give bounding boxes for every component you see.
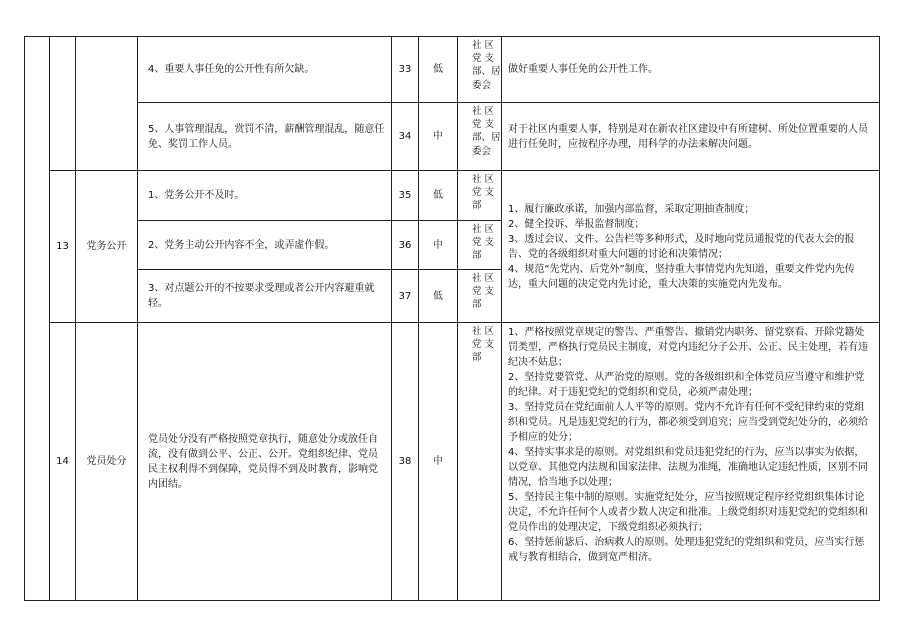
prevention-measure-cell: 1、履行廉政承诺，加强内部监督，采取定期抽查制度； 2、健全投诉、举报监督制度； 3、透过会议、文件、公告栏等多种形式，及时地向党员通报党的代表大会的报告、党的各级组织对重大问题的讨论和决策情况； 4、规范“先党内、后党外”制度，坚持重大事情党内先知道，重要文件党内先传达，重大问题的决定党内先讨论，重大决策的实施党内先发布。 — [502, 171, 880, 323]
item-number-cell: 14 — [50, 323, 76, 601]
risk-point-cell: 2、党务主动公开内容不全，或弄虚作假。 — [138, 221, 392, 270]
responsible-party-cell: 社 区 党 支 部 — [458, 323, 502, 601]
risk-number-cell: 35 — [392, 171, 419, 221]
risk-level-cell: 中 — [419, 103, 458, 171]
table-row — [25, 171, 880, 221]
responsible-party-cell: 社 区 党 支 部、居 委会 — [458, 103, 502, 171]
responsible-party-cell: 社 区 党 支 部、居 委会 — [458, 37, 502, 103]
risk-number-cell: 34 — [392, 103, 419, 171]
item-name-cell: 党务公开 — [76, 171, 138, 323]
risk-point-cell: 5、人事管理混乱，赏罚不清，薪酬管理混乱，随意任免、奖罚工作人员。 — [138, 103, 392, 171]
responsible-party-cell: 社 区 党 支 部 — [458, 270, 502, 323]
risk-point-cell: 3、对点题公开的不按要求受理或者公开内容避重就轻。 — [138, 270, 392, 323]
table-row — [25, 103, 880, 171]
item-number-cell — [50, 37, 76, 171]
table-row — [25, 323, 880, 601]
item-name-cell — [76, 37, 138, 171]
prevention-measure-cell: 1、严格按照党章规定的警告、严重警告、撤销党内职务、留党察看、开除党籍处罚类型，严格执行党员民主制度，对党内违纪分子公开、公正、民主处理，若有违纪决不姑息； 2、坚持党要管党、从严治党的原则。党的各级组织和全体党员应当遵守和维护党的纪律。对于违犯党纪的党组织和党员，必须严肃处理； 3、坚持党员在党纪面前人人平等的原则。党内不允许有任何不受纪律约束的党组织和党员。凡是违犯党纪的行为，都必须受到追究；应当受到党纪处分的，必须给予相应的处分； 4、坚持实事求是的原则。对党组织和党员违犯党纪的行为，应当以事实为依据，以党章、其他党内法规和国家法律、法规为准绳，准确地认定违纪性质，区别不同情况，恰当地予以处理； 5、坚持民主集中制的原则。实施党纪处分，应当按照规定程序经党组织集体讨论决定，不允许任何个人或者少数人决定和批准。上级党组织对违犯党纪的党组织和党员作出的处理决定，下级党组织必须执行； 6、坚持惩前毖后、治病救人的原则。处理违犯党纪的党组织和党员，应当实行惩戒与教育相结合，做到宽严相济。 — [502, 323, 880, 601]
responsible-party-cell: 社 区 党 支 部 — [458, 171, 502, 221]
risk-point-cell: 党员处分没有严格按照党章执行，随意处分或放任自流，没有做到公平、公正、公开。党组织纪律、党员民主权利得不到保障，党员得不到及时教育，影响党内团结。 — [138, 323, 392, 601]
item-name-cell: 党员处分 — [76, 323, 138, 601]
risk-level-cell: 低 — [419, 171, 458, 221]
risk-number-cell: 37 — [392, 270, 419, 323]
prevention-measure-cell: 对于社区内重要人事，特别是对在新农社区建设中有所建树、所处位置重要的人员进行任免时，应按程序办理，用科学的办法来解决问题。 — [502, 103, 880, 171]
risk-level-cell: 低 — [419, 270, 458, 323]
table-row — [25, 37, 880, 103]
risk-point-cell: 4、重要人事任免的公开性有所欠缺。 — [138, 37, 392, 103]
risk-number-cell: 36 — [392, 221, 419, 270]
risk-number-cell: 33 — [392, 37, 419, 103]
risk-point-cell: 1、党务公开不及时。 — [138, 171, 392, 221]
risk-number-cell: 38 — [392, 323, 419, 601]
risk-level-cell: 低 — [419, 37, 458, 103]
prevention-measure-cell: 做好重要人事任免的公开性工作。 — [502, 37, 880, 103]
item-number-cell: 13 — [50, 171, 76, 323]
risk-level-cell: 中 — [419, 221, 458, 270]
risk-table — [24, 36, 880, 601]
outer-left-column — [25, 37, 50, 601]
responsible-party-cell: 社 区 党 支 部 — [458, 221, 502, 270]
risk-level-cell: 中 — [419, 323, 458, 601]
